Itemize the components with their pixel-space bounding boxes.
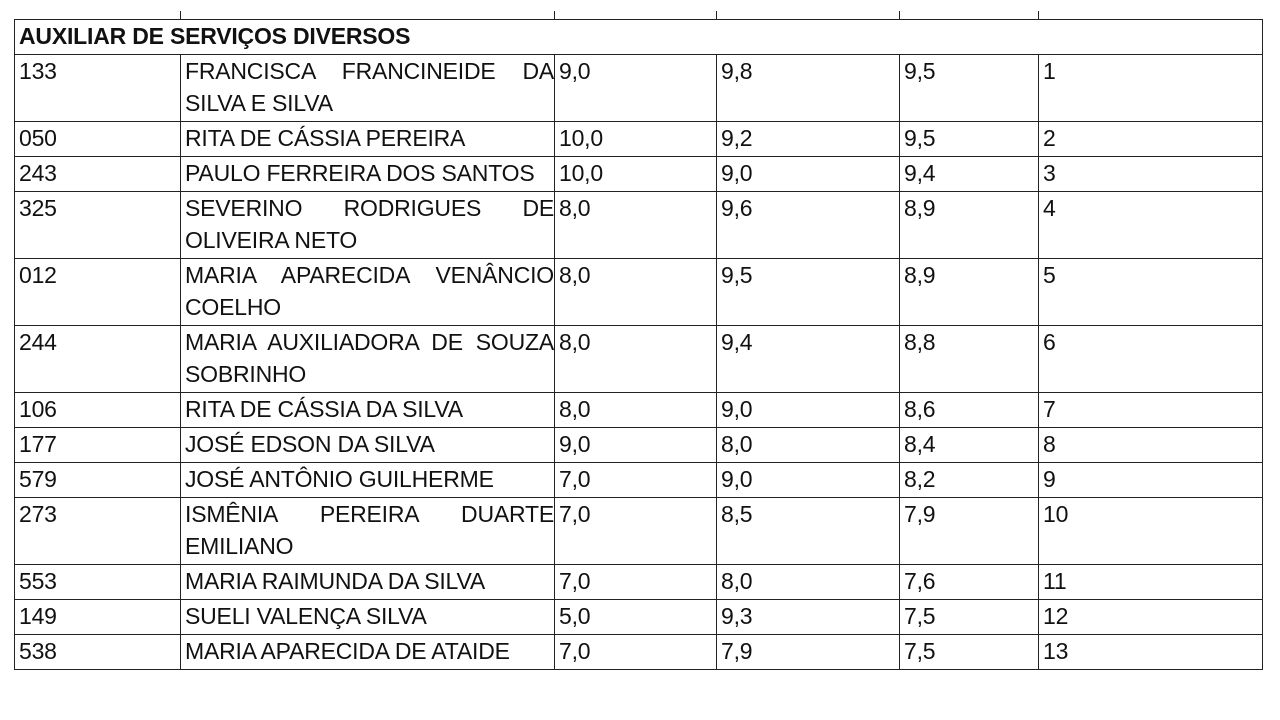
score-1-cell: 9,0: [555, 428, 717, 463]
ranking-cell: 6: [1039, 326, 1263, 393]
score-2-cell: 9,3: [717, 600, 900, 635]
final-score-cell: 8,8: [900, 326, 1039, 393]
final-score-cell: 7,9: [900, 498, 1039, 565]
table-row: [15, 565, 1263, 600]
candidate-name-cell: RITA DE CÁSSIA PEREIRA: [181, 122, 555, 157]
table-row: [15, 259, 1263, 326]
score-1-cell: 10,0: [555, 157, 717, 192]
candidate-name-cell: FRANCISCA FRANCINEIDE DA SILVA E SILVA: [181, 55, 555, 122]
final-score-cell: 9,5: [900, 122, 1039, 157]
final-score-cell: 7,5: [900, 635, 1039, 670]
final-score-cell: 8,4: [900, 428, 1039, 463]
candidate-name-cell: PAULO FERREIRA DOS SANTOS: [181, 157, 555, 192]
table-row: [15, 192, 1263, 259]
final-score-cell: 7,5: [900, 600, 1039, 635]
candidate-name-cell: MARIA AUXILIADORA DE SOUZA SOBRINHO: [181, 326, 555, 393]
final-score-cell: 9,5: [900, 55, 1039, 122]
ranking-cell: 3: [1039, 157, 1263, 192]
score-2-cell: 8,0: [717, 428, 900, 463]
ranking-cell: 5: [1039, 259, 1263, 326]
column-tick: [716, 11, 717, 19]
table-row: [15, 463, 1263, 498]
table-row: [15, 393, 1263, 428]
score-2-cell: 9,2: [717, 122, 900, 157]
registration-number-cell: 050: [15, 122, 181, 157]
ranking-cell: 1: [1039, 55, 1263, 122]
ranking-cell: 13: [1039, 635, 1263, 670]
final-score-cell: 8,6: [900, 393, 1039, 428]
ranking-cell: 7: [1039, 393, 1263, 428]
table-row: [15, 498, 1263, 565]
candidate-name-cell: SEVERINO RODRIGUES DE OLIVEIRA NETO: [181, 192, 555, 259]
score-2-cell: 9,5: [717, 259, 900, 326]
score-1-cell: 7,0: [555, 463, 717, 498]
final-score-cell: 7,6: [900, 565, 1039, 600]
registration-number-cell: 538: [15, 635, 181, 670]
score-1-cell: 8,0: [555, 192, 717, 259]
score-2-cell: 7,9: [717, 635, 900, 670]
candidate-name-cell: RITA DE CÁSSIA DA SILVA: [181, 393, 555, 428]
table-row: [15, 157, 1263, 192]
final-score-cell: 8,9: [900, 259, 1039, 326]
section-title: AUXILIAR DE SERVIÇOS DIVERSOS: [15, 20, 1263, 55]
registration-number-cell: 177: [15, 428, 181, 463]
score-2-cell: 8,0: [717, 565, 900, 600]
score-2-cell: 9,8: [717, 55, 900, 122]
candidate-name-cell: ISMÊNIA PEREIRA DUARTE EMILIANO: [181, 498, 555, 565]
score-2-cell: 9,0: [717, 463, 900, 498]
score-2-cell: 9,4: [717, 326, 900, 393]
table-row: [15, 635, 1263, 670]
results-table: [14, 19, 1263, 670]
registration-number-cell: 243: [15, 157, 181, 192]
column-tick: [180, 11, 181, 19]
registration-number-cell: 106: [15, 393, 181, 428]
score-1-cell: 5,0: [555, 600, 717, 635]
score-1-cell: 7,0: [555, 565, 717, 600]
table-row: [15, 55, 1263, 122]
final-score-cell: 8,9: [900, 192, 1039, 259]
score-1-cell: 8,0: [555, 259, 717, 326]
candidate-name-cell: SUELI VALENÇA SILVA: [181, 600, 555, 635]
column-tick: [554, 11, 555, 19]
registration-number-cell: 012: [15, 259, 181, 326]
registration-number-cell: 133: [15, 55, 181, 122]
column-tick-marks: [14, 0, 1262, 19]
table-row: [15, 428, 1263, 463]
table-row: [15, 600, 1263, 635]
candidate-name-cell: MARIA RAIMUNDA DA SILVA: [181, 565, 555, 600]
score-2-cell: 8,5: [717, 498, 900, 565]
score-1-cell: 10,0: [555, 122, 717, 157]
score-2-cell: 9,0: [717, 393, 900, 428]
table-row: [15, 326, 1263, 393]
column-tick: [1038, 11, 1039, 19]
ranking-cell: 10: [1039, 498, 1263, 565]
score-1-cell: 7,0: [555, 498, 717, 565]
candidate-name-cell: MARIA APARECIDA VENÂNCIO COELHO: [181, 259, 555, 326]
ranking-cell: 9: [1039, 463, 1263, 498]
final-score-cell: 9,4: [900, 157, 1039, 192]
section-header-row: [15, 20, 1263, 55]
column-tick: [899, 11, 900, 19]
final-score-cell: 8,2: [900, 463, 1039, 498]
registration-number-cell: 579: [15, 463, 181, 498]
registration-number-cell: 149: [15, 600, 181, 635]
ranking-cell: 4: [1039, 192, 1263, 259]
score-2-cell: 9,6: [717, 192, 900, 259]
score-1-cell: 9,0: [555, 55, 717, 122]
score-1-cell: 8,0: [555, 393, 717, 428]
results-table-body: [15, 20, 1263, 670]
ranking-cell: 8: [1039, 428, 1263, 463]
candidate-name-cell: JOSÉ ANTÔNIO GUILHERME: [181, 463, 555, 498]
score-1-cell: 8,0: [555, 326, 717, 393]
candidate-name-cell: MARIA APARECIDA DE ATAIDE: [181, 635, 555, 670]
score-2-cell: 9,0: [717, 157, 900, 192]
registration-number-cell: 553: [15, 565, 181, 600]
ranking-cell: 12: [1039, 600, 1263, 635]
score-1-cell: 7,0: [555, 635, 717, 670]
registration-number-cell: 273: [15, 498, 181, 565]
table-row: [15, 122, 1263, 157]
registration-number-cell: 244: [15, 326, 181, 393]
ranking-cell: 2: [1039, 122, 1263, 157]
registration-number-cell: 325: [15, 192, 181, 259]
candidate-name-cell: JOSÉ EDSON DA SILVA: [181, 428, 555, 463]
ranking-cell: 11: [1039, 565, 1263, 600]
